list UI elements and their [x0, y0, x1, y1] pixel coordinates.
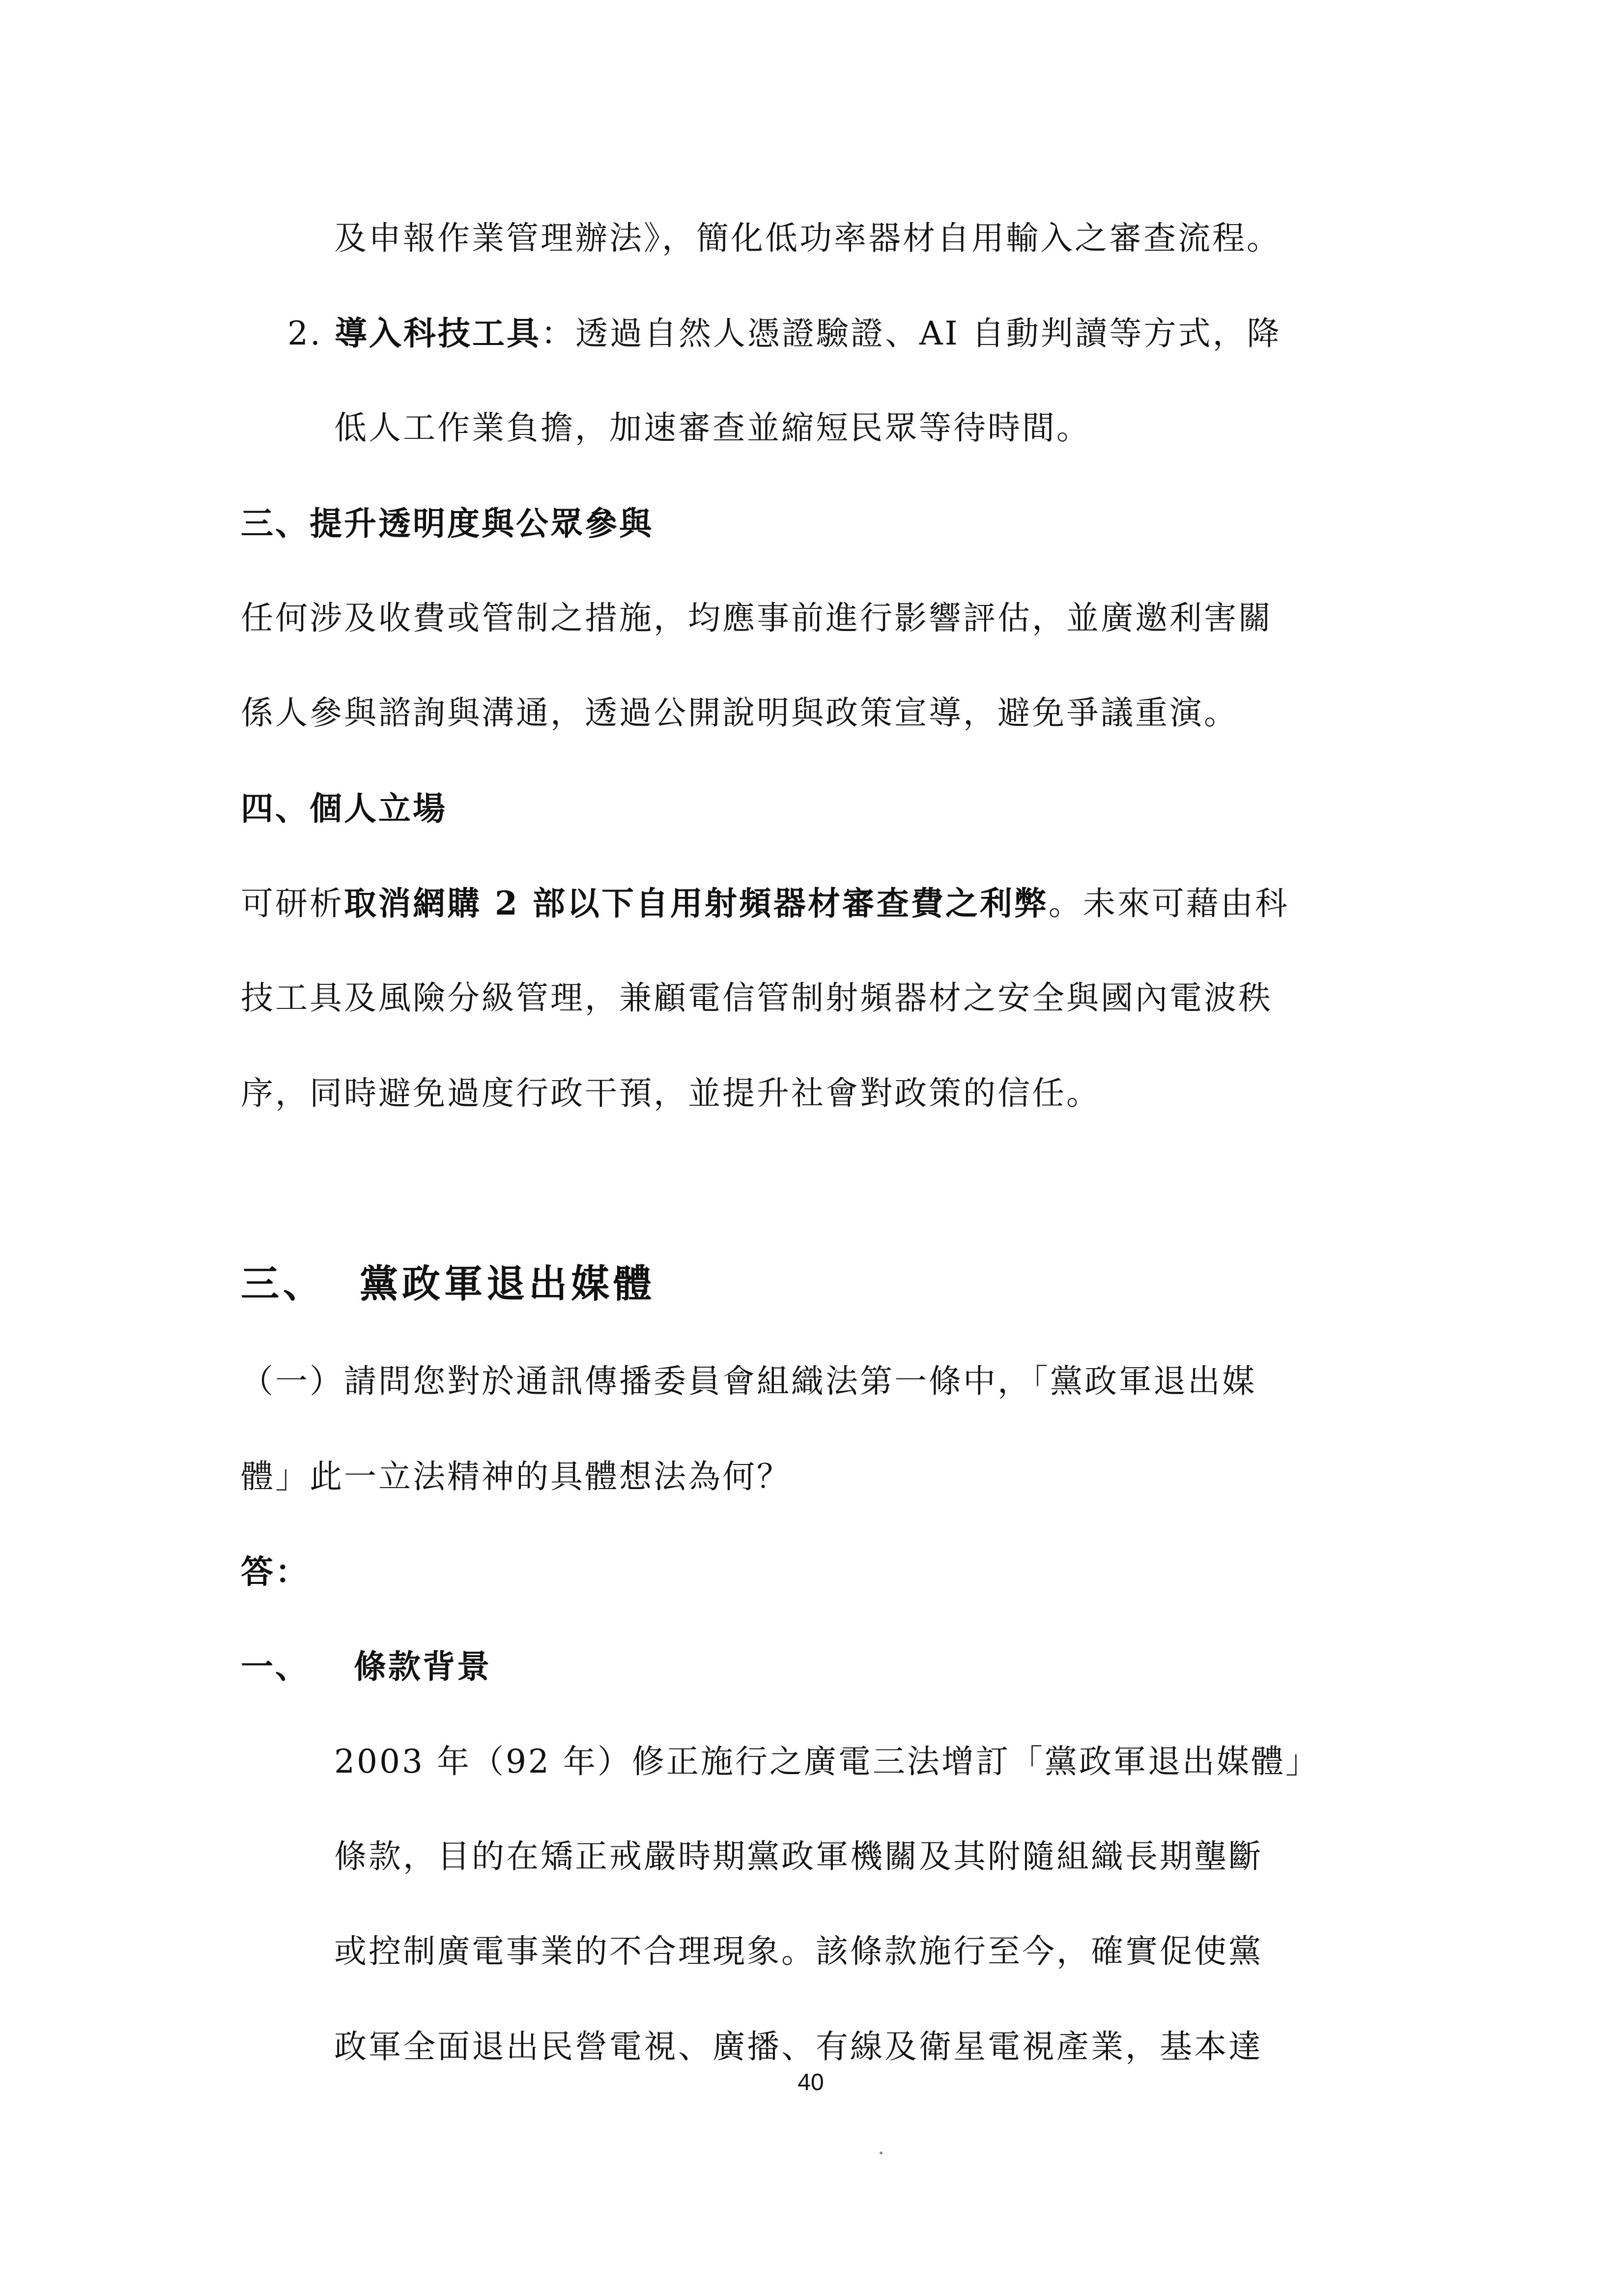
text-span: 係人參與諮詢與溝通，透過公開說明與政策宣導，避免爭議重演。 — [241, 694, 1238, 732]
text-line — [334, 2028, 1263, 2066]
text-line — [241, 599, 1273, 637]
section-title: 黨政軍退出媒體 — [360, 1262, 656, 1306]
subheading-personal-stance — [241, 789, 447, 828]
question-line — [241, 1458, 791, 1495]
answer-text: 答： — [241, 1552, 310, 1591]
text-span: 技工具及風險分級管理，兼顧電信管制射頻器材之安全與國內電波秩 — [241, 979, 1273, 1017]
text-span: （一）請問您對於通訊傳播委員會組織法第一條中，「黨政軍退出媒 — [241, 1362, 1256, 1400]
subsection-title: 條款背景 — [354, 1647, 491, 1686]
text-span: 可研析 — [241, 885, 344, 922]
text-span: 2003 年（92 年）修正施行之廣電三法增訂「黨政軍退出媒體」 — [334, 1743, 1320, 1780]
list-item-2 — [287, 314, 1281, 352]
text-line — [334, 219, 1281, 257]
subheading-text: 四、個人立場 — [241, 789, 447, 828]
emphasis-text: 取消網購 2 部以下自用射頻器材審查費之利弊 — [344, 884, 1049, 922]
text-span: ：透過自然人憑證驗證、AI 自動判讀等方式，降 — [541, 315, 1281, 352]
text-span: 。未來可藉由科 — [1048, 885, 1289, 922]
text-line — [241, 1074, 1101, 1112]
question-line — [241, 1362, 1256, 1400]
text-span: 及申報作業管理辦法》，簡化低功率器材自用輸入之審查流程。 — [334, 219, 1281, 257]
text-span: 任何涉及收費或管制之措施，均應事前進行影響評估，並廣邀利害關 — [241, 599, 1273, 637]
text-line — [241, 979, 1273, 1017]
subsection-heading — [241, 1647, 491, 1686]
text-line — [334, 1837, 1263, 1875]
text-span: 或控制廣電事業的不合理現象。該條款施行至今，確實促使黨 — [334, 1932, 1263, 1970]
section-heading — [241, 1262, 656, 1306]
subheading-text: 三、提升透明度與公眾參與 — [241, 504, 654, 543]
list-item-title: 導入科技工具 — [334, 314, 541, 352]
text-line — [334, 1932, 1263, 1970]
section-number: 三、 — [241, 1262, 326, 1306]
text-line — [241, 694, 1238, 732]
text-span: 低人工作業負擔，加速審查並縮短民眾等待時間。 — [334, 409, 1091, 447]
text-span: 序，同時避免過度行政干預，並提升社會對政策的信任。 — [241, 1074, 1101, 1112]
subheading-transparency — [241, 504, 654, 543]
text-span: 體」此一立法精神的具體想法為何？ — [241, 1458, 791, 1495]
answer-label — [241, 1552, 310, 1591]
subsection-number: 一、 — [241, 1647, 310, 1686]
text-span: 政軍全面退出民營電視、廣播、有線及衛星電視產業，基本達 — [334, 2028, 1263, 2066]
text-line — [241, 884, 1289, 922]
list-number: 2. — [287, 315, 335, 352]
text-line — [334, 409, 1091, 447]
scan-speck — [880, 2152, 883, 2154]
text-span: 條款，目的在矯正戒嚴時期黨政軍機關及其附隨組織長期壟斷 — [334, 1837, 1263, 1875]
text-line — [334, 1743, 1320, 1780]
page-number: 40 — [797, 2069, 824, 2095]
